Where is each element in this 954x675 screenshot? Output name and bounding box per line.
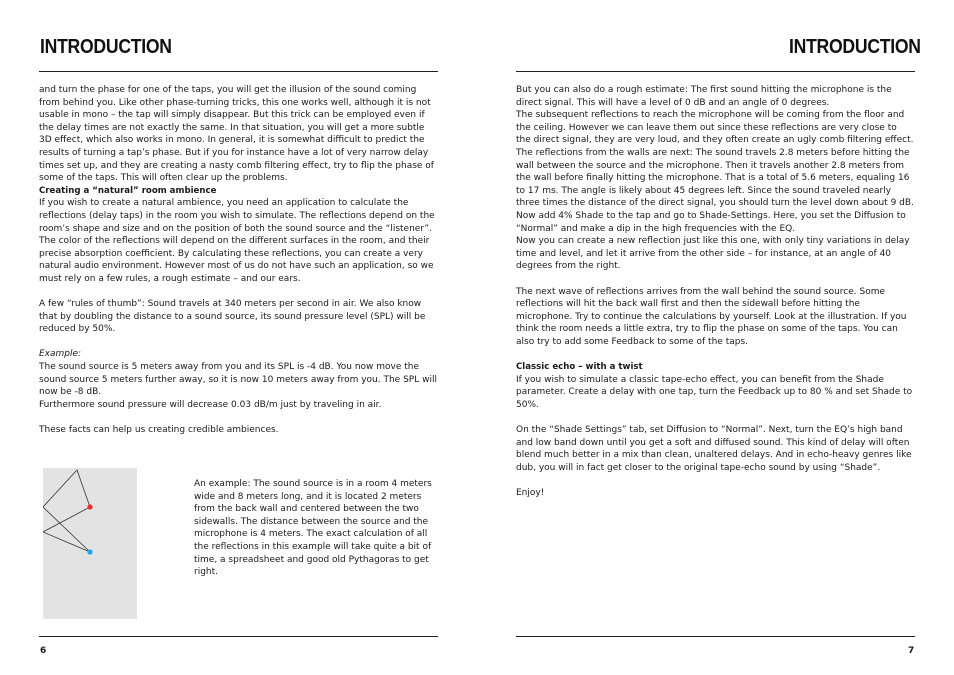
page-number: 6 [40,646,47,656]
figure-caption: An example: The sound source is in a room 4 meters wide and 8 meters long, and it is located 2 meters from the back wall and centered between the two sidewalls. The distance between the source and the microphone is 4 meters. The exact calculation of all the reflections in this example will take quite a bit of time, a spreadsheet and good old Pythagoras to get right. [194,479,432,578]
right-text-column [516,84,914,500]
section-subheading: Classic echo – with a twist [516,362,643,373]
paragraph: The sound source is 5 meters away from you and its SPL is -4 dB. You now move the sound source 5 meters further away, so it is now 10 meters away from you. The SPL will now be -8 dB. [39,362,437,398]
right-page [477,0,954,675]
paragraph: But you can also do a rough estimate: The first sound hitting the microphone is the direct signal. This will have a level of 0 dB and an angle of 0 degrees. [516,85,892,108]
paragraph: Now you can create a new reflection just like this one, with only tiny variations in delay time and level, and let it arrive from the other side – for instance, at an angle of 40 degrees from the right. [516,236,910,272]
paragraph: Enjoy! [516,488,545,498]
left-text-column [39,84,437,437]
paragraph: The subsequent reflections to reach the microphone will be coming from the floor and the ceiling. However we can leave them out since these reflections are very close to the direct signal, they are very loud, and they often create an ugly comb filtering effect. The reflections from the walls are next: The sound travels 2.8 meters before hitting the wall between the source and the microphone. Then it travels another 2.8 meters from the wall before finally hitting the microphone. That is a total of 5.6 meters, equaling 16 to 17 ms. The angle is likely about 45 degrees left. Since the sound traveled nearly three times the distance of the direct signal, you should turn the level down about 9 dB. Now add 4% Shade to the tap and go to Shade-Settings. Here, you set the Diffusion to “Normal” and make a dip in the high frequencies with the EQ. [516,110,914,234]
bottom-rule [516,636,915,637]
page-heading: INTRODUCTION [789,36,921,58]
paragraph: and turn the phase for one of the taps, you will get the illusion of the sound coming from behind you. Like other phase-turning tricks, this one works well, although it is not usable in mono – the tap will simply disappear. But this trick can be employed even if the delay times are not exactly the same. In that situation, you will get a more subtle 3D effect, which also works in mono. In general, it is somewhat difficult to predict the results of turning a tap’s phase. But if you for instance have a lot of very narrow delay times set up, and they are creating a nasty comb filtering effect, try to flip the phase of some of the taps. This will often clear up the problems. [39,85,434,184]
room-reflection-diagram [43,468,137,619]
top-rule [516,71,915,72]
top-rule [39,71,438,72]
paragraph: If you wish to create a natural ambience, you need an application to calculate the reflections (delay taps) in the room you wish to simulate. The reflections depend on the room’s shape and size and on the position of both the sound source and the “listener”. The color of the reflections will depend on the different surfaces in the room, and their precise absorption coefficient. By calculating these reflections, you can create a very natural audio environment. However most of us do not have such an application, so we must rely on a few rules, a rough estimate – and our ears. [39,198,435,284]
reflection-paths-svg [43,468,137,619]
sound-source-dot [87,504,92,509]
paragraph: If you wish to simulate a classic tape-echo effect, you can benefit from the Shade parameter. Create a delay with one tap, turn the Feedback up to 80 % and set Shade to 50%. [516,374,913,410]
bottom-rule [39,636,438,637]
paragraph: The next wave of reflections arrives from the wall behind the sound source. Some reflections will hit the back wall first and then the sidewall before hitting the microphone. Try to continue the calculations by yourself. Look at the illustration. If you think the room needs a little extra, try to flip the phase on some of the taps. You can also try to add some Feedback to some of the taps. [516,286,907,347]
page-heading: INTRODUCTION [40,36,172,58]
paragraph: A few “rules of thumb”: Sound travels at 340 meters per second in air. We also know that by doubling the distance to a sound source, its sound pressure level (SPL) will be reduced by 50%. [39,299,426,335]
example-label: Example: [39,349,82,360]
paragraph: These facts can help us creating credible ambiences. [39,425,279,436]
paragraph: Furthermore sound pressure will decrease 0.03 dB/m just by traveling in air. [39,399,382,410]
paragraph: On the “Shade Settings” tab, set Diffusion to “Normal”. Next, turn the EQ’s high band and low band down until you get a soft and diffused sound. This kind of delay will often blend much better in a mix than clean, unaltered delays. And in echo-heavy genres like dub, you will in fact get closer to the original tape-echo sound by using “Shade”. [516,425,912,473]
section-subheading: Creating a “natural” room ambience [39,185,217,196]
page-number: 7 [908,646,915,656]
microphone-dot [87,549,92,554]
